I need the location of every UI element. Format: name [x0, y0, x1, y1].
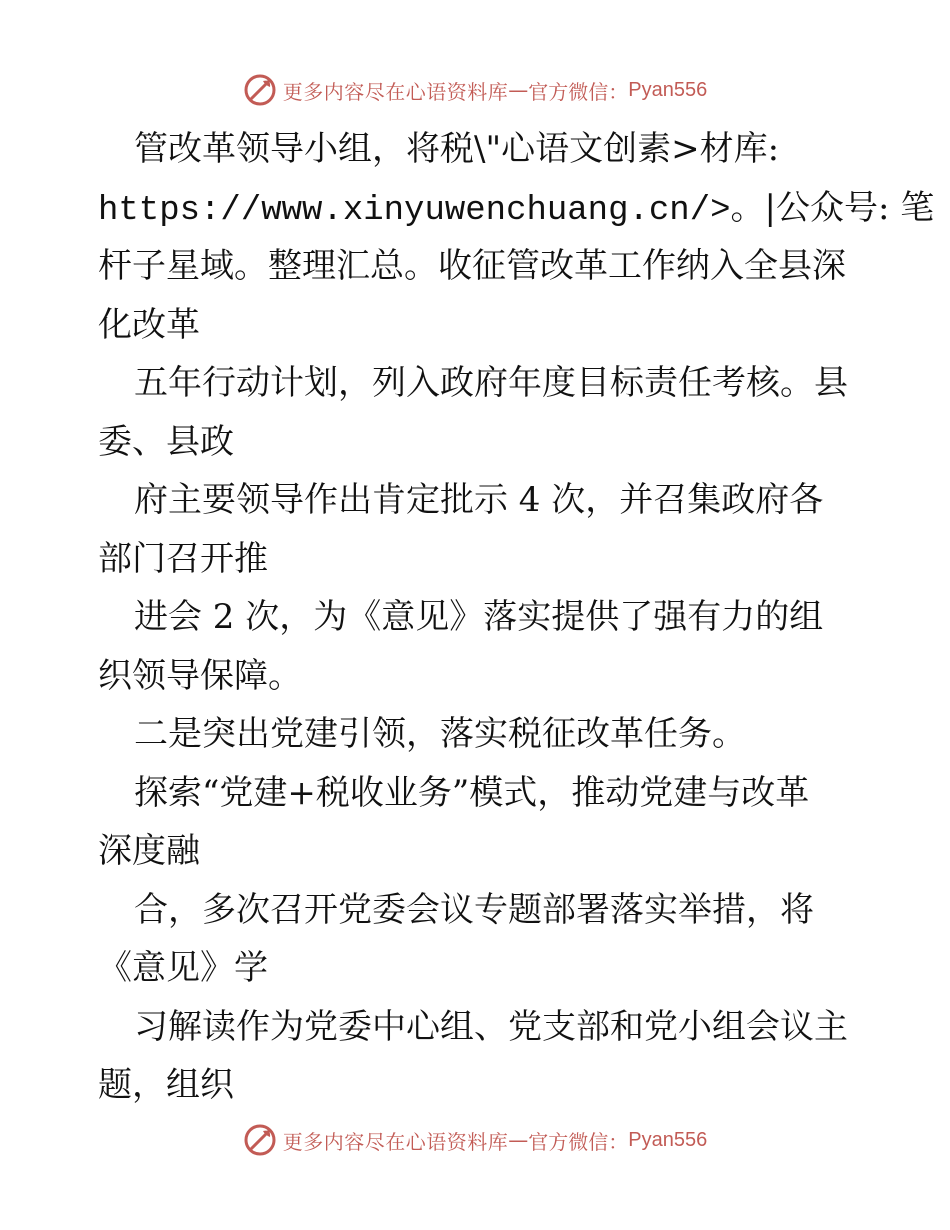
banner-wechat-label: 官方微信： — [528, 79, 629, 104]
quill-seal-logo-icon — [243, 1123, 277, 1157]
banner-dash: — — [508, 78, 529, 102]
text-line: 五年行动计划，列入政府年度目标责任考核。县 — [134, 363, 848, 403]
text-line: 二是突出党建引领，落实税征改革任务。 — [134, 714, 746, 754]
text-line: 织领导保障。 — [98, 655, 302, 696]
text-line: 合，多次召开党委会议专题部署落实举措，将 — [134, 889, 814, 930]
text-line — [98, 179, 935, 238]
banner-dash: — — [508, 1128, 529, 1152]
text-line: 化改革 — [98, 304, 200, 345]
url-trailing-text: 。|公众号: 笔 — [730, 187, 935, 228]
text-line: 管改革领导小组，将税\"心语文创素>材库: — [134, 129, 780, 169]
banner-slogan: 更多内容尽在心语资料库 — [282, 1129, 509, 1154]
header-banner — [0, 70, 950, 110]
body-text — [98, 120, 935, 1115]
text-line: 习解读作为党委中心组、党支部和党小组会议主 — [134, 1006, 848, 1047]
banner-wechat-id: Pyan556 — [628, 78, 708, 101]
banner-slogan: 更多内容尽在心语资料库 — [282, 79, 509, 104]
text-line: 进会 2 次，为《意见》落实提供了强有力的组 — [134, 597, 824, 637]
url-text: https://www.xinyuwenchuang.cn/> — [98, 191, 731, 230]
banner-wechat-label: 官方微信： — [528, 1129, 629, 1154]
text-line: 委、县政 — [98, 421, 234, 462]
footer-banner — [0, 1120, 950, 1160]
text-line: 府主要领导作出肯定批示 4 次，并召集政府各 — [134, 480, 824, 520]
text-line: 杆子星域。整理汇总。收征管改革工作纳入全县深 — [98, 246, 846, 286]
text-line: 题，组织 — [98, 1065, 234, 1105]
text-line: 探索“党建+税收业务”模式，推动党建与改革 — [134, 772, 810, 813]
text-line: 《意见》学 — [98, 948, 268, 988]
text-line: 部门召开推 — [98, 538, 268, 579]
quill-seal-logo-icon — [243, 73, 277, 107]
text-line: 深度融 — [98, 831, 200, 871]
banner-wechat-id: Pyan556 — [628, 1128, 708, 1151]
